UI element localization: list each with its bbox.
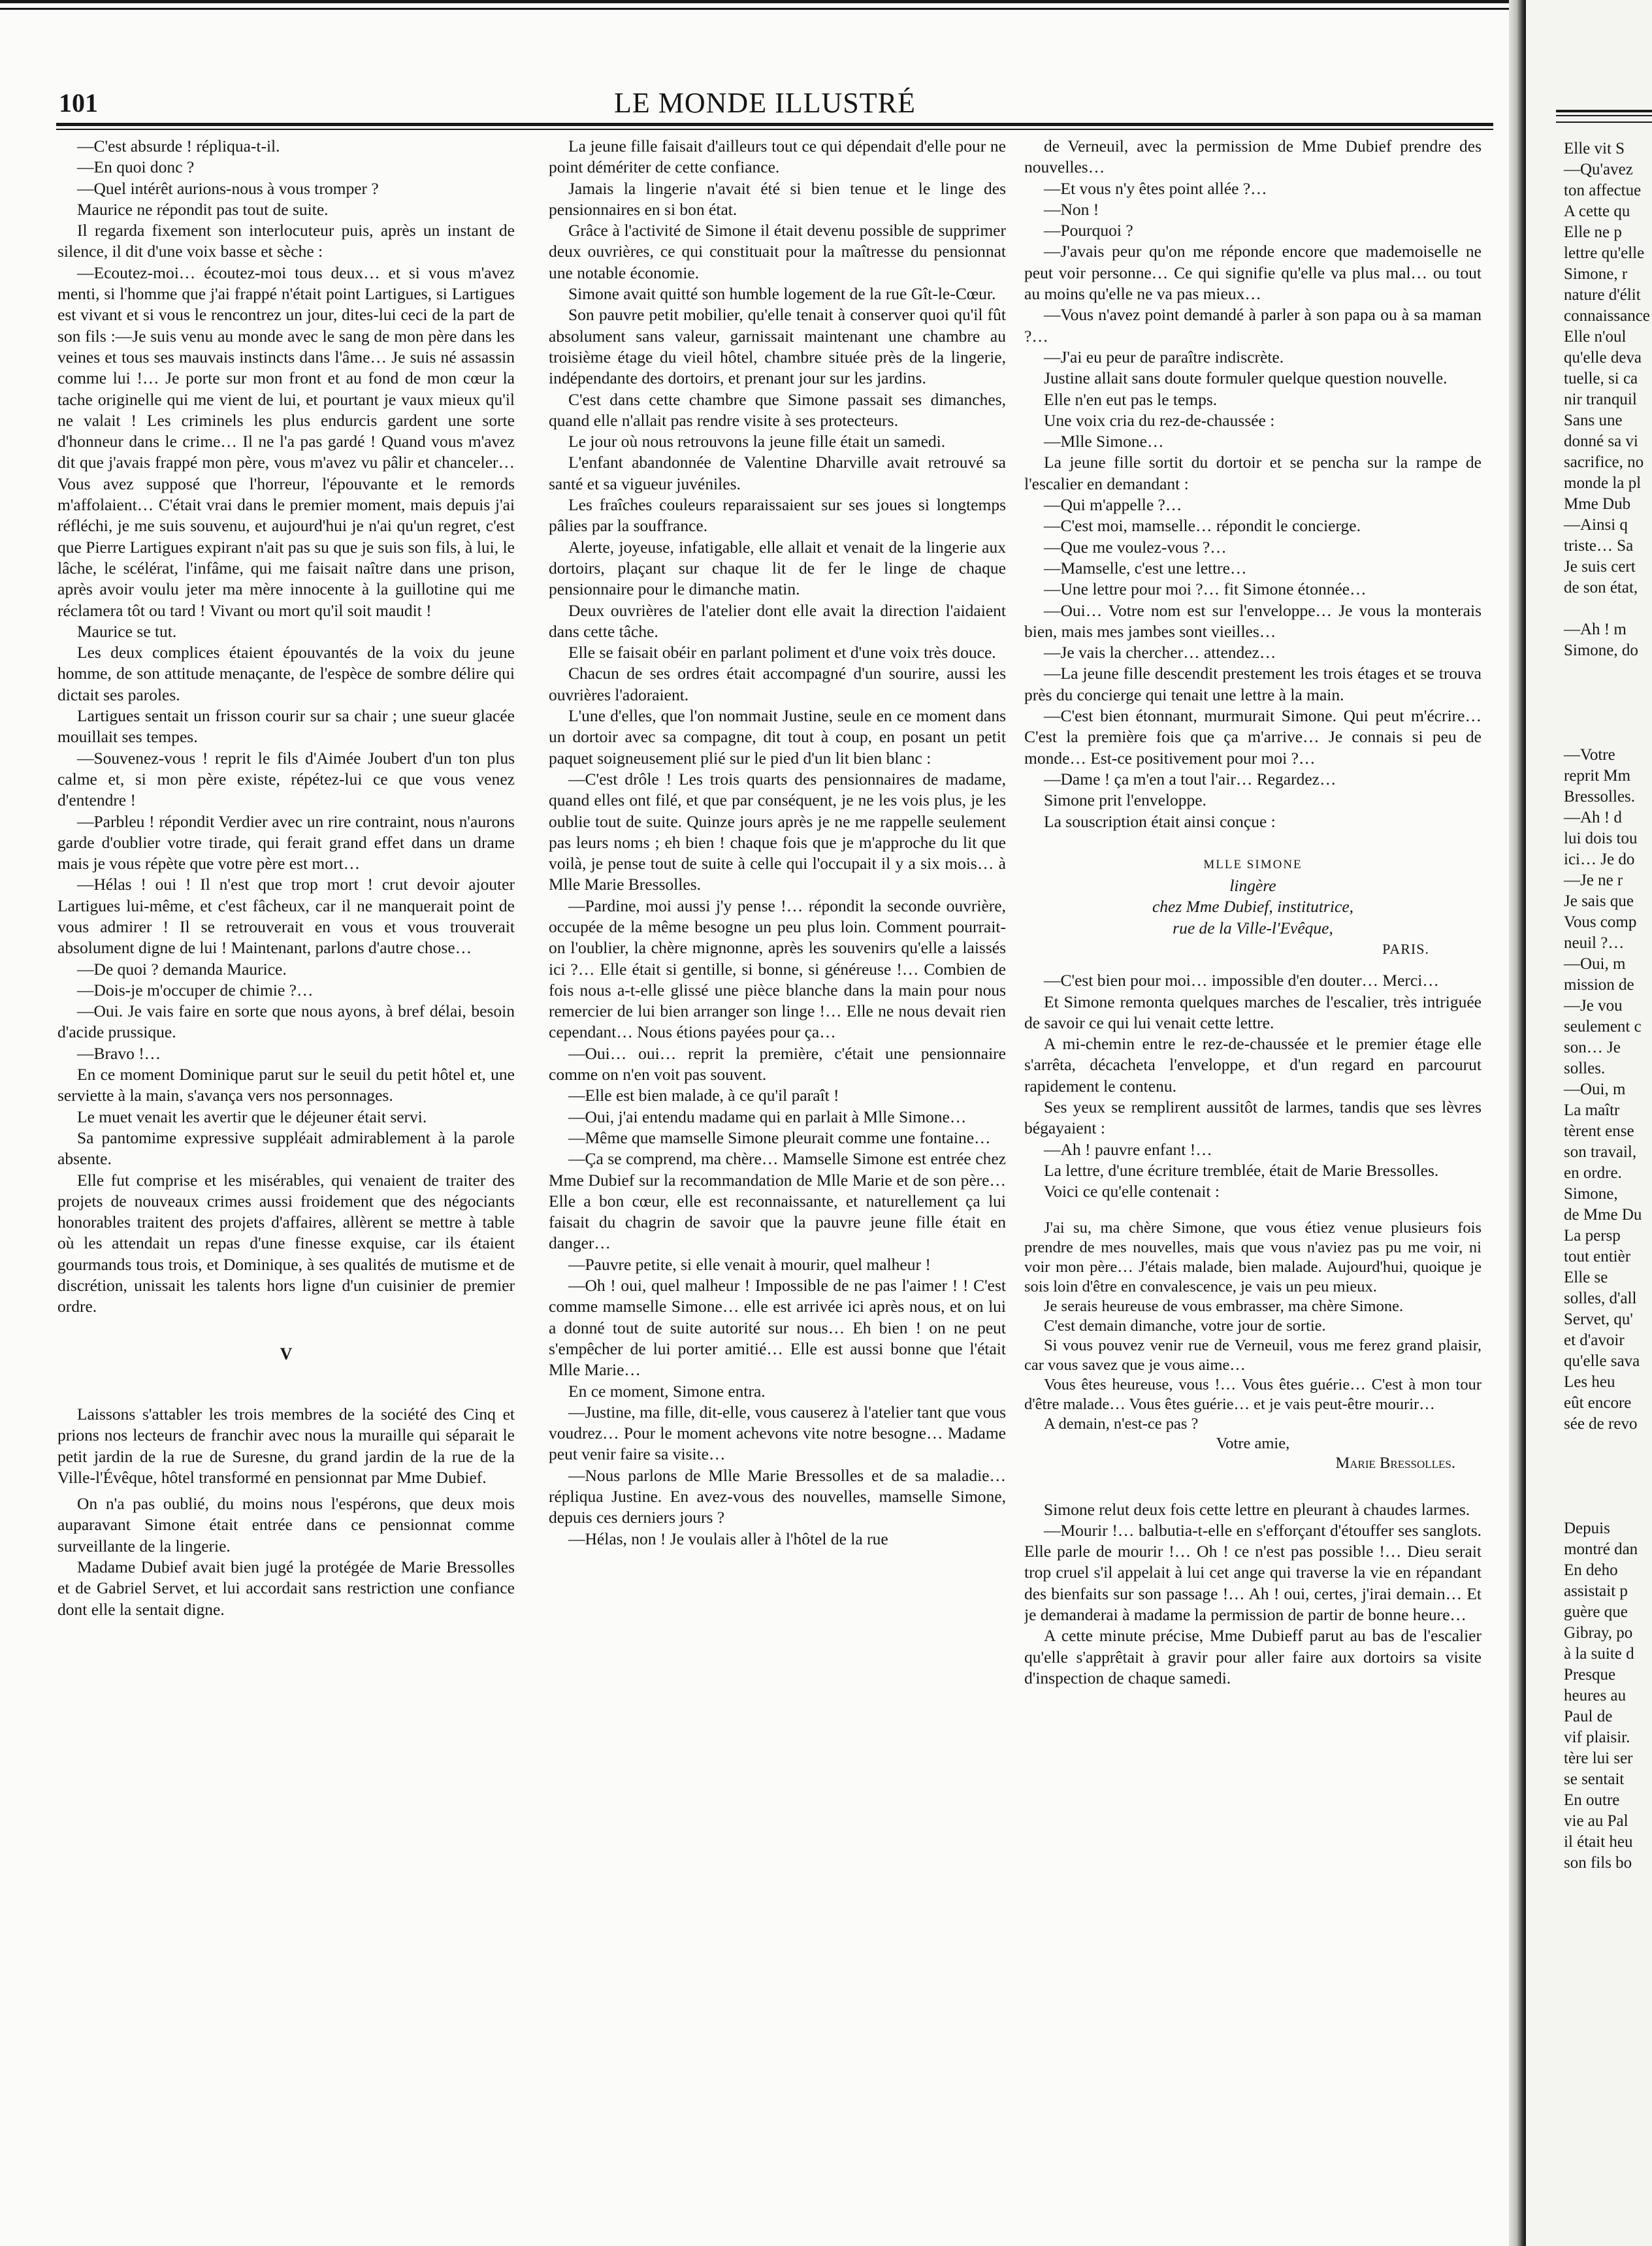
adjacent-line: tèrent ense (1564, 1122, 1634, 1140)
adjacent-line: guère que (1564, 1603, 1628, 1621)
paragraph: J'ai su, ma chère Simone, que vous étiez venue plusieurs fois prendre de mes nouvelles, mais que vous n'aviez pas pu me voir, ni voir mon père… J'étais malade, bien malade. Aujourd'hui, quoique je sois loin d'être en convalescence, je vais un peu mieux. (1024, 1218, 1482, 1295)
paragraph: —Hélas ! oui ! Il n'est que trop mort ! crut devoir ajouter Lartigues lui-même, et c'est fâcheux, car il ne manquerait point de vous admirer ! Il se retrouverait en vous et vous trouverait absolument digne de lui ! Maintenant, parlons d'autre chose… (57, 875, 515, 958)
adjacent-line: solles, d'all (1564, 1290, 1637, 1307)
adjacent-line: eût encore (1564, 1394, 1632, 1412)
paragraph: —Dame ! ça m'en a tout l'air… Regardez… (1044, 769, 1336, 789)
paragraph: Elle fut comprise et les misérables, qui venaient de traiter des projets de nouveaux crimes aussi froidement que des négociants honorables traitent des projets d'affaires, allèrent se mettre à table où les attendait un repas d'une finesse exquise, car ils étaient gourmands tous trois, et Dominique, à ses qualités de mutisme et de discrétion, unissait les talents hors ligne d'un cuisinier de premier ordre. (57, 1170, 515, 1316)
top-border-rule (0, 0, 1652, 3)
paragraph: —Quel intérêt aurions-nous à vous tromper ? (77, 178, 379, 198)
paragraph: —Vous n'avez point demandé à parler à son papa ou à sa maman ?… (1024, 305, 1482, 346)
adjacent-line: Je suis cert (1564, 558, 1636, 576)
address-line: chez Mme Dubief, institutrice, (1152, 897, 1354, 917)
quoted-letter (1024, 1218, 1482, 1473)
top-border-rule-thin (0, 8, 1652, 10)
paragraph: A mi-chemin entre le rez-de-chaussée et le premier étage elle s'arrêta, décacheta l'enveloppe, et d'un regard en parcourut rapidement le contenu. (1024, 1034, 1482, 1096)
paragraph: Madame Dubief avait bien jugé la protégée de Marie Bressolles et de Gabriel Servet, et lui accordait sans restriction une confiance dont elle la sentait digne. (57, 1557, 515, 1619)
paragraph: —C'est bien étonnant, murmurait Simone. Qui peut m'écrire… C'est la première fois que ça m'arrive… Je connais si peu de monde… Est-ce positivement pour moi ?… (1024, 706, 1482, 768)
adjacent-line: assistait p (1564, 1582, 1628, 1600)
adjacent-line: nir tranquil (1564, 391, 1637, 408)
paragraph: —C'est moi, mamselle… répondit le concierge. (1044, 516, 1361, 536)
address-line: MLLE SIMONE (1203, 857, 1303, 871)
page-number: 101 (59, 88, 98, 118)
adjacent-line: lettre qu'elle (1564, 244, 1645, 262)
adjacent-line: il était heu (1564, 1833, 1633, 1851)
adjacent-line: nature d'élit (1564, 286, 1641, 304)
paragraph: —Pardine, moi aussi j'y pense !… répondit la seconde ouvrière, occupée de la même besogne un peu plus loin. Comment pourrait-on l'oublier, la chère mignonne, après les souvenirs qu'elle a laissés ici ?… Elle était si gentille, si bonne, si généreuse !… Combien de fois nous a-t-elle glissé une pièce blanche dans la main pour nous remercier de lui bien arranger son linge !… Elle ne nous devait rien cependant… Nous étions payées pour ça… (549, 896, 1006, 1042)
paragraph: Si vous pouvez venir rue de Verneuil, vous me ferez grand plaisir, car vous savez que je vous aime… (1024, 1336, 1482, 1374)
adjacent-line: Sans une (1564, 412, 1623, 429)
adjacent-line: se sentait (1564, 1770, 1625, 1788)
paragraph: Il regarda fixement son interlocuteur puis, après un instant de silence, il dit d'une voix basse et sèche : (57, 221, 515, 261)
paragraph: —Une lettre pour moi ?… fit Simone étonnée… (1044, 579, 1367, 599)
paragraph: Simone prit l'enveloppe. (1044, 790, 1207, 810)
paragraph: Sa pantomime expressive suppléait admirablement à la parole absente. (57, 1128, 515, 1169)
paragraph: —Non ! (1044, 199, 1099, 219)
paragraph: Simone avait quitté son humble logement de la rue Gît-le-Cœur. (568, 284, 996, 304)
paragraph: La souscription était ainsi conçue : (1044, 811, 1276, 831)
paragraph: —En quoi donc ? (77, 157, 195, 177)
paragraph: Le muet venait les avertir que le déjeuner était servi. (77, 1107, 427, 1126)
paragraph: —Ecoutez-moi… écoutez-moi tous deux… et si vous m'avez menti, si l'homme que j'ai frappé n'était point Lartigues, si Lartigues est vivant et si vous le rencontrez un jour, dites-lui ceci de la part de son fils :—Je suis venu au monde avec le sang de mon père dans les veines et tous ses mauvais instincts dans l'âme… Je suis né assassin comme lui !… Je porte sur mon front et au fond de mon cœur la tache originelle qui me vient de lui, et pourtant je vaux mieux qu'il ne valait ! Les criminels les plus endurcis gardent une sorte d'honneur dans le crime… Il ne l'a pas gardé ! Quand vous m'avez dit que j'avais frappé mon père, vous m'avez vu pâlir et chanceler… Vous avez supposé que l'horreur, l'épouvante et le remords m'affolaient… C'était vrai dans le premier moment, mais depuis j'ai réfléchi, je me suis souvenu, et aujourd'hui je n'ai qu'un regret, c'est que Pierre Lartigues expirant n'ait pas su que je suis son fils, à lui, le lâche, le scélérat, l'infâme, qui me faisait naître dans une prison, après avoir voulu jeter ma mère innocente à la guillotine qui me réclamera tôt ou tard ! Vivant ou mort qu'il soit maudit ! (57, 263, 515, 620)
adjacent-line: Simone, r (1564, 265, 1628, 283)
header-rule (56, 123, 1493, 126)
paragraph: —Ça se comprend, ma chère… Mamselle Simone est entrée chez Mme Dubief sur la recommandation de Mlle Marie et de son père… Elle a bon cœur, elle est reconnaissante, et naturellement ça lui faisait du chagrin de savoir que la pauvre jeune fille était en danger… (549, 1149, 1006, 1253)
paragraph: —Pauvre petite, si elle venait à mourir, quel malheur ! (568, 1254, 931, 1274)
paragraph: —Nous parlons de Mlle Marie Bressolles et de sa maladie… répliqua Justine. En avez-vous des nouvelles, mamselle Simone, depuis ces derniers jours ? (549, 1465, 1006, 1527)
paragraph: La jeune fille sortit du dortoir et se pencha sur la rampe de l'escalier en demandant : (1024, 453, 1482, 493)
paragraph: —Ah ! pauvre enfant !… (1044, 1139, 1212, 1159)
adjacent-line (1564, 1476, 1652, 1497)
paragraph: L'enfant abandonnée de Valentine Dharville avait retrouvé sa santé et sa vigueur juvéniles. (549, 453, 1006, 493)
paragraph: Ses yeux se remplirent aussitôt de larmes, tandis que ses lèvres bégayaient : (1024, 1098, 1482, 1138)
paragraph: Je serais heureuse de vous embrasser, ma chère Simone. (1044, 1297, 1404, 1315)
paragraph: La lettre, d'une écriture tremblée, était de Marie Bressolles. (1044, 1160, 1439, 1180)
paragraph: —Parbleu ! répondit Verdier avec un rire contraint, nous n'aurons garde d'oublier votre tirade, qui ferait grand effet dans un drame mais je vous répète que votre père est mort… (57, 811, 515, 873)
adjacent-line: La maîtr (1564, 1101, 1620, 1119)
adjacent-header-rule-thin (1556, 115, 1652, 116)
adjacent-line: —Je ne r (1564, 871, 1623, 889)
adjacent-line: Simone, do (1564, 642, 1638, 659)
paragraph: —Dois-je m'occuper de chimie ?… (77, 980, 314, 1000)
paragraph: Les fraîches couleurs reparaissaient sur ses joues si longtemps pâlies par la souffrance. (549, 495, 1006, 536)
adjacent-line: Mme Dub (1564, 495, 1631, 513)
paragraph: En ce moment Dominique parut sur le seuil du petit hôtel et, une serviette à la main, s'avança vers nos personnages. (57, 1065, 515, 1105)
adjacent-line: Simone, (1564, 1185, 1618, 1203)
paragraph: Voici ce qu'elle contenait : (1044, 1182, 1220, 1201)
adjacent-line: seulement c (1564, 1018, 1642, 1035)
adjacent-line: Presque (1564, 1666, 1616, 1684)
adjacent-line (1564, 1456, 1652, 1476)
paragraph: Laissons s'attabler les trois membres de la société des Cinq et prions nos lecteurs de franchir avec nous la muraille qui séparait le petit jardin de la rue de Suresne, du grand jardin de la rue de la Ville-l'Évêque, hôtel transformé en pensionnat par Mme Dubief. (57, 1404, 515, 1487)
adjacent-line: donné sa vi (1564, 432, 1638, 450)
adjacent-line: Vous comp (1564, 913, 1637, 931)
paragraph: Son pauvre petit mobilier, qu'elle tenait à conserver quoi qu'il fût absolument sans valeur, garnissait maintenant une chambre au troisième étage du vieil hôtel, chambre située près de la lingerie, indépendante des dortoirs, et prenant jour sur les jardins. (549, 305, 1006, 388)
adjacent-page-fragment (1526, 0, 1652, 2246)
adjacent-line (1564, 724, 1652, 745)
paragraph: A demain, n'est-ce pas ? (1044, 1414, 1199, 1433)
adjacent-line: Elle n'oul (1564, 328, 1627, 346)
paragraph: L'une d'elles, que l'on nommait Justine, seule en ce moment dans un dortoir avec sa compagne, dit tout à coup, en posant un petit paquet soigneusement plié sur le pied d'un lit bien blanc : (549, 706, 1006, 768)
adjacent-line: Je sais que (1564, 892, 1634, 910)
paragraph: Elle se faisait obéir en parlant poliment et d'une voix très douce. (568, 643, 996, 662)
adjacent-line: —Oui, m (1564, 1081, 1626, 1098)
adjacent-line: ici… Je do (1564, 851, 1635, 868)
adjacent-line: La persp (1564, 1227, 1621, 1245)
adjacent-line: neuil ?… (1564, 934, 1625, 952)
paragraph: On n'a pas oublié, du moins nous l'espérons, que deux mois auparavant Simone était entrée dans ce pensionnat comme surveillante de la lingerie. (57, 1494, 515, 1555)
paragraph: Vous êtes heureuse, vous !… Vous êtes guérie… C'est à mon tour d'être malade… Vous êtes guérie… et je vais peut-être mourir… (1024, 1375, 1482, 1413)
adjacent-line: connaissance (1564, 307, 1650, 325)
paragraph: Et Simone remonta quelques marches de l'escalier, très intriguée de savoir ce qui lui venait cette lettre. (1024, 992, 1482, 1032)
adjacent-line: et d'avoir (1564, 1331, 1625, 1349)
adjacent-line: —Qu'avez (1564, 161, 1633, 178)
adjacent-line: solles. (1564, 1060, 1606, 1077)
paragraph: Chacun de ses ordres était accompagné d'un sourire, aussi les ouvrières l'adoraient. (549, 664, 1006, 704)
paragraph: —Oui… oui… reprit la première, c'était une pensionnaire comme on n'en voit pas souvent. (549, 1043, 1006, 1084)
paragraph: —Et vous n'y êtes point allée ?… (1044, 178, 1267, 198)
adjacent-line: lui dois tou (1564, 830, 1638, 847)
text-column-2 (549, 136, 1006, 2213)
paragraph: C'est dans cette chambre que Simone passait ses dimanches, quand elle n'allait pas rendre visite à ses protecteurs. (549, 389, 1006, 430)
adjacent-line: reprit Mm (1564, 767, 1631, 785)
paragraph: Lartigues sentait un frisson courir sur sa chair ; une sueur glacée mouillait ses tempes. (57, 706, 515, 747)
adjacent-line: mission de (1564, 976, 1634, 994)
adjacent-line: sacrifice, no (1564, 453, 1644, 471)
text-column-1 (57, 136, 515, 2213)
adjacent-header-rule-thin (1556, 122, 1652, 123)
header-rule-thin (56, 129, 1493, 130)
paragraph: —Oui. Je vais faire en sorte que nous ayons, à bref délai, besoin d'acide prussique. (57, 1001, 515, 1042)
adjacent-header-rule (1556, 110, 1652, 112)
paragraph: —Même que mamselle Simone pleurait comme une fontaine… (568, 1128, 991, 1147)
paragraph: C'est demain dimanche, votre jour de sortie. (1044, 1316, 1326, 1335)
adjacent-line: Elle vit S (1564, 140, 1625, 157)
paragraph: —Oui, j'ai entendu madame qui en parlait à Mlle Simone… (568, 1107, 967, 1126)
adjacent-line: vif plaisir. (1564, 1729, 1630, 1746)
paragraph: —Qui m'appelle ?… (1044, 495, 1182, 515)
adjacent-line: en ordre. (1564, 1164, 1622, 1182)
adjacent-page-text (1564, 138, 1652, 1874)
adjacent-line: —Ainsi q (1564, 516, 1628, 534)
adjacent-line: En deho (1564, 1561, 1618, 1579)
adjacent-line: Elle se (1564, 1269, 1608, 1286)
adjacent-line: heures au (1564, 1687, 1627, 1704)
paragraph: Maurice se tut. (77, 621, 177, 641)
running-title: LE MONDE ILLUSTRÉ (614, 87, 916, 119)
adjacent-line: monde la pl (1564, 474, 1642, 492)
adjacent-line: —Votre (1564, 746, 1615, 764)
address-line: PARIS. (1382, 940, 1429, 957)
paragraph: —Souvenez-vous ! reprit le fils d'Aimée Joubert d'un ton plus calme et, si mon père existe, répétez-lui ce que vous venez d'entendre ! (57, 748, 515, 810)
paragraph: de Verneuil, avec la permission de Mme Dubief prendre des nouvelles… (1024, 137, 1482, 177)
paragraph: Le jour où nous retrouvons la jeune fille était un samedi. (568, 432, 946, 451)
paragraph: —La jeune fille descendit prestement les trois étages et se trouva près du concierge qui tenait une lettre à la main. (1024, 664, 1482, 704)
paragraph: —Mamselle, c'est une lettre… (1044, 558, 1247, 578)
paragraph: —J'ai eu peur de paraître indiscrète. (1044, 347, 1284, 366)
paragraph: Jamais la lingerie n'avait été si bien tenue et le linge des pensionnaires en si bon état. (549, 178, 1006, 219)
paragraph: —Que me voulez-vous ?… (1044, 537, 1227, 557)
adjacent-line: de Mme Du (1564, 1206, 1642, 1224)
paragraph: —J'avais peur qu'on me réponde encore que mademoiselle ne peut voir personne… Ce qui signifie qu'elle va plus mal… ou tout au moins qu'elle ne va pas mieux… (1024, 242, 1482, 304)
paragraph: Alerte, joyeuse, infatigable, elle allait et venait de la lingerie aux dortoirs, plaçant sur chaque lit de fer le linge de chaque pensionnaire pour le dimanche matin. (549, 537, 1006, 599)
letter-signature: Marie Bressolles. (1335, 1454, 1455, 1472)
paragraph: —C'est bien pour moi… impossible d'en douter… Merci… (1044, 971, 1439, 990)
adjacent-line: ton affectue (1564, 182, 1642, 199)
paragraph: Une voix cria du rez-de-chaussée : (1044, 410, 1275, 430)
paragraph: —C'est absurde ! répliqua-t-il. (77, 137, 280, 155)
adjacent-line: qu'elle sava (1564, 1352, 1640, 1370)
envelope-address (1024, 854, 1482, 960)
letter-closing: Votre amie, (1216, 1434, 1290, 1452)
paragraph: —Hélas, non ! Je voulais aller à l'hôtel de la rue (568, 1529, 888, 1548)
text-column-3 (1024, 136, 1482, 2213)
adjacent-line: son travail, (1564, 1143, 1637, 1161)
chapter-heading: V (280, 1344, 293, 1363)
address-line: rue de la Ville-l'Evêque, (1173, 918, 1333, 937)
adjacent-line: Depuis (1564, 1520, 1610, 1537)
adjacent-line: son… Je (1564, 1039, 1621, 1056)
paragraph: —Je vais la chercher… attendez… (1044, 643, 1276, 662)
adjacent-line: Paul de (1564, 1708, 1613, 1725)
paragraph: La jeune fille faisait d'ailleurs tout ce qui dépendait d'elle pour ne point démériter de cette confiance. (549, 137, 1006, 177)
adjacent-line: Elle ne p (1564, 223, 1622, 241)
adjacent-line (1564, 703, 1652, 724)
adjacent-line: vie au Pal (1564, 1812, 1628, 1830)
paragraph: —De quoi ? demanda Maurice. (77, 959, 287, 979)
paragraph: Deux ouvrières de l'atelier dont elle avait la direction l'aidaient dans cette tâche. (549, 600, 1006, 641)
paragraph: Grâce à l'activité de Simone il était devenu possible de supprimer deux ouvrières, ce qui constituait pour la maîtresse du pensionnat une notable économie. (549, 221, 1006, 282)
adjacent-line: montré dan (1564, 1540, 1638, 1558)
adjacent-line: tère lui ser (1564, 1750, 1633, 1767)
paragraph: —Mlle Simone… (1044, 432, 1164, 451)
paragraph: —Oui… Votre nom est sur l'enveloppe… Je vous la monterais bien, mais mes jambes sont vieilles… (1024, 600, 1482, 641)
paragraph: —Mourir !… balbutia-t-elle en s'efforçant d'étouffer ses sanglots. Elle parle de mourir !… Oh ! ce n'est pas possible !… Dieu serait trop cruel s'il appelait à lui cet ange qui traverse la vie en répandant des bienfaits sur son passage !… Ah ! oui, certes, j'irai demain… Et je demanderai à madame la permission de partir de bonne heure… (1024, 1520, 1482, 1625)
adjacent-line: Gibray, po (1564, 1624, 1633, 1642)
paragraph: —C'est drôle ! Les trois quarts des pensionnaires de madame, quand elles ont filé, et que par conséquent, je ne les vois plus, je les oublie tout de suite. Quinze jours après je ne me rappelle seulement pas leurs noms ; eh bien ! chaque fois que je m'approche du lit que voilà, je pense tout de suite à celle qui l'occupait il y a six mois… à Mlle Marie Bressolles. (549, 769, 1006, 894)
paragraph: En ce moment, Simone entra. (568, 1381, 766, 1401)
paragraph: Les deux complices étaient épouvantés de la voix du jeune homme, de son attitude menaçante, de l'espèce de sombre délire qui dictait ses paroles. (57, 643, 515, 704)
address-line: lingère (1229, 876, 1276, 896)
adjacent-line: qu'elle deva (1564, 349, 1642, 366)
paragraph: Elle n'en eut pas le temps. (1044, 389, 1218, 409)
adjacent-line: sée de revo (1564, 1415, 1638, 1433)
paragraph: —Pourquoi ? (1044, 221, 1133, 240)
paragraph: Justine allait sans doute formuler quelque question nouvelle. (1044, 368, 1448, 388)
adjacent-line: tout entièr (1564, 1248, 1631, 1265)
adjacent-line: de son état, (1564, 579, 1638, 596)
adjacent-line: à la suite d (1564, 1645, 1634, 1663)
paragraph: —Bravo !… (77, 1043, 161, 1063)
paragraph: —Elle est bien malade, à ce qu'il paraît ! (568, 1086, 839, 1105)
adjacent-line: En outre (1564, 1791, 1620, 1809)
adjacent-line: tuelle, si ca (1564, 370, 1638, 387)
adjacent-line: —Oui, m (1564, 955, 1626, 973)
adjacent-line: —Ah ! d (1564, 809, 1622, 826)
adjacent-line (1564, 598, 1652, 619)
paragraph: A cette minute précise, Mme Dubieff parut au bas de l'escalier qu'elle s'apprêtait à gravir pour aller faire aux dortoirs sa visite d'inspection de chaque samedi. (1024, 1626, 1482, 1687)
adjacent-line: Bressolles. (1564, 788, 1636, 806)
page-gutter (1509, 0, 1526, 2246)
adjacent-line: Les heu (1564, 1373, 1615, 1391)
paragraph: Maurice ne répondit pas tout de suite. (77, 199, 329, 219)
adjacent-line: son fils bo (1564, 1854, 1632, 1872)
adjacent-line (1564, 661, 1652, 682)
adjacent-line: —Ah ! m (1564, 621, 1627, 638)
paragraph: —Justine, ma fille, dit-elle, vous causerez à l'atelier tant que vous voudrez… Pour le moment achevons vite notre besogne… Madame peut venir faire sa visite… (549, 1402, 1006, 1464)
paragraph: —Oh ! oui, quel malheur ! Impossible de ne pas l'aimer ! ! C'est comme mamselle Simone… elle est arrivée ici après nous, et on lui a donné tout de suite autorité sur nous… Eh bien ! on ne peut s'empêcher de lui porter amitié… Elle est aussi bonne que l'était Mlle Marie… (549, 1276, 1006, 1380)
adjacent-line (1564, 1435, 1652, 1456)
paragraph: Simone relut deux fois cette lettre en pleurant à chaudes larmes. (1044, 1499, 1470, 1519)
adjacent-line: A cette qu (1564, 203, 1630, 220)
adjacent-line: triste… Sa (1564, 537, 1634, 555)
adjacent-line (1564, 1497, 1652, 1518)
adjacent-line (1564, 682, 1652, 703)
adjacent-line: —Je vou (1564, 997, 1623, 1015)
adjacent-line: Servet, qu' (1564, 1310, 1633, 1328)
